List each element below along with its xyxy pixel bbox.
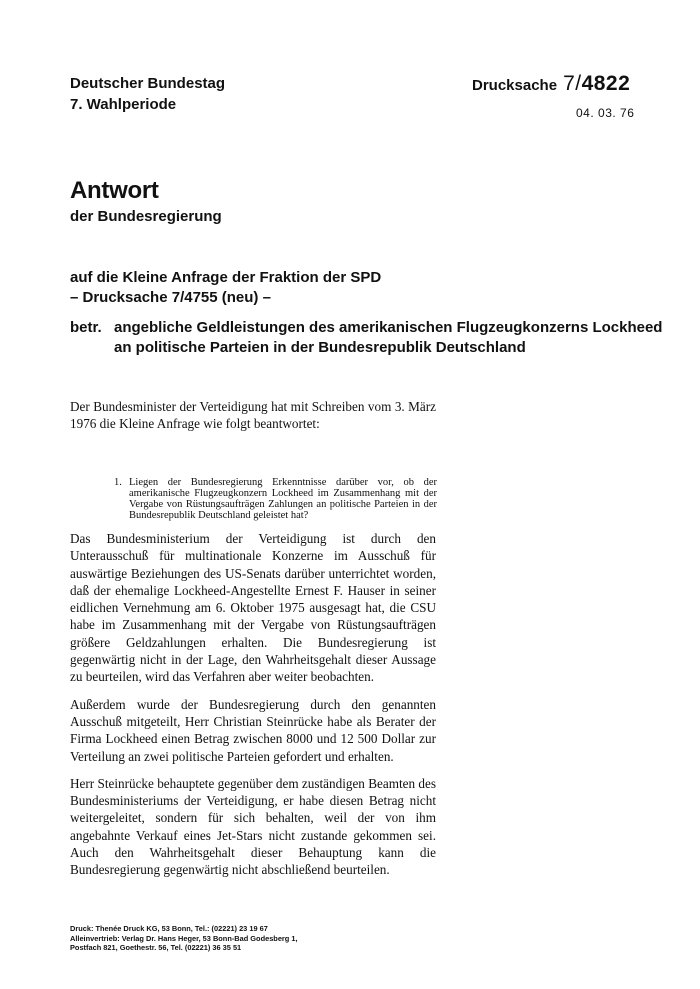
answer-paragraph-2: Außerdem wurde der Bundesregierung durch den genannten Ausschuß mitgeteilt, Herr Christian Steinrücke habe als Berater der Firma Lockheed einen Betrag zwischen 8000 und 12 500 Dollar zur Verteilung an zwei politische Parteien gefordert und erhalten.	[70, 696, 436, 764]
anfrage-drucksache-line: – Drucksache 7/4755 (neu) –	[70, 289, 271, 306]
document-subtitle: der Bundesregierung	[70, 208, 222, 225]
subject-line-2: an politische Parteien in der Bundesrepublik Deutschland	[114, 339, 526, 356]
drucksache-label: Drucksache	[472, 77, 558, 94]
subject-label: betr.	[70, 319, 102, 336]
imprint-line-1: Druck: Thenée Druck KG, 53 Bonn, Tel.: (02221) 23 19 67	[70, 924, 268, 933]
document-header	[70, 73, 225, 115]
anfrage-line: auf die Kleine Anfrage der Fraktion der SPD	[70, 269, 382, 286]
answer-paragraph-3: Herr Steinrücke behauptete gegenüber dem zuständigen Beamten des Bundesministeriums der Verteidigung, er habe diesen Betrag nicht weitergeleitet, sondern für sich behalten, weil der von ihm angebahnte Verkauf eines Jet-Stars nicht zustande gekommen sei. Auch den Wahrheitsgehalt dieser Behauptung kann die Bundesregierung gegenwärtig nicht abschließend beurteilen.	[70, 775, 436, 878]
answer-paragraph-1: Das Bundesministerium der Verteidigung ist durch den Unterausschuß für multinationale Konzerne im Ausschuß für auswärtige Beziehungen des US-Senats darüber unterrichtet worden, daß der ehemalige Lockheed-Angestellte Ernest F. Hauser in seiner eidlichen Vernehmung am 6. Oktober 1975 ausgesagt hat, die CSU habe im Zusammenhang mit der Vergabe von Rüstungsaufträgen größere Geldzahlungen erhalten. Die Bundesregierung ist gegenwärtig nicht in der Lage, den Wahrheitsgehalt dieser Aussage zu beurteilen, wird das Verfahren aber weiter beobachten.	[70, 531, 436, 685]
imprint-line-2: Alleinvertrieb: Verlag Dr. Hans Heger, 53 Bonn-Bad Godesberg 1,	[70, 933, 298, 943]
institution-name: Deutscher Bundestag	[70, 75, 226, 92]
subject-line-1: angebliche Geldleistungen des amerikanischen Flugzeugkonzerns Lockheed	[114, 319, 663, 336]
anfrage-reference	[70, 268, 381, 308]
imprint-line-3: Postfach 821, Goethestr. 56, Tel. (02221) 36 35 51	[70, 943, 242, 952]
question-item	[114, 477, 437, 521]
intro-paragraph: Der Bundesminister der Verteidigung hat mit Schreiben vom 3. März 1976 die Kleine Anfrage wie folgt beantwortet:	[70, 399, 436, 432]
document-title: Antwort	[70, 177, 159, 204]
answer-body	[70, 530, 436, 889]
document-date: 04. 03. 76	[576, 106, 635, 120]
drucksache-prefix: 7/	[563, 72, 582, 95]
legislative-period: 7. Wahlperiode	[70, 96, 177, 113]
question-text: Liegen der Bundesregierung Erkenntnisse darüber vor, ob der amerikanische Flugzeugkonzern Lockheed im Zusammenhang mit der Vergabe von Rüstungsaufträgen Zahlungen an politische Parteien in der Bundesrepublik Deutschland geleistet hat?	[129, 477, 437, 521]
drucksache-number: 4822	[581, 72, 631, 95]
drucksache-number-block	[472, 72, 630, 96]
printer-imprint	[70, 924, 298, 953]
question-number: 1.	[114, 477, 122, 488]
